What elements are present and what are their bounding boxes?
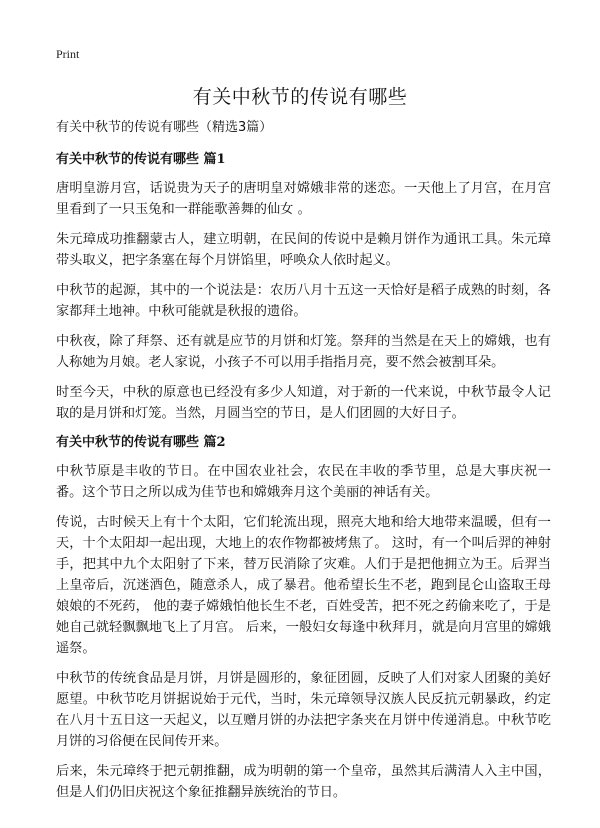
print-link[interactable]: Print: [56, 47, 80, 61]
section-heading: 有关中秋节的传说有哪些 篇1: [56, 152, 226, 167]
paragraph: 中秋节原是丰收的节日。在中国农业社会，农民在丰收的季节里，总是大事庆祝一番。这个节日之所以成为佳节也和嫦娥奔月这个美丽的神话有关。: [56, 464, 551, 500]
paragraph: 后来，朱元璋终于把元朝推翻，成为明朝的第一个皇帝，虽然其后满清人入主中国，但是人们仍旧庆祝这个象征推翻异族统治的节日。: [56, 764, 551, 800]
paragraph: 中秋节的起源，其中的一个说法是：农历八月十五这一天恰好是稻子成熟的时刻，各家都拜土地神。中秋可能就是秋报的遗俗。: [56, 283, 551, 319]
section-1: [56, 150, 551, 424]
paragraph: 中秋夜，除了拜祭、还有就是应节的月饼和灯笼。祭拜的当然是在天上的嫦娥，也有人称她为月娘。老人家说，小孩子不可以用手指指月亮，要不然会被割耳朵。: [56, 334, 551, 370]
paragraph: 传说，古时候天上有十个太阳，它们轮流出现，照亮大地和给大地带来温暖，但有一天，十个太阳却一起出现，大地上的农作物都被烤焦了。 这时，有一个叫后羿的神射手，把其中九个太阳射了下来，替万民消除了灾难。人们于是把他拥立为王。后羿当上皇帝后，沉迷酒色，随意杀人，成了暴君。他希望长生不老，跑到昆仑山盗取王母娘娘的不死药， 他的妻子嫦娥怕他长生不老，百姓受苦，把不死之药偷来吃了，于是她自己就轻飘飘地飞上了月宫。 后来，一般妇女每逢中秋拜月，就是向月宫里的嫦娥遥祭。: [56, 515, 551, 656]
paragraph: 唐明皇游月宫，话说贵为天子的唐明皇对嫦娥非常的迷恋。一天他上了月宫，在月宫里看到了一只玉兔和一群能歌善舞的仙女 。: [56, 181, 551, 217]
section-2: [56, 433, 551, 803]
paragraph: 中秋节的传统食品是月饼，月饼是圆形的，象征团圆，反映了人们对家人团聚的美好愿望。中秋节吃月饼据说始于元代，当时，朱元璋领导汉族人民反抗元朝暴政，约定在八月十五日这一天起义，以互赠月饼的办法把字条夹在月饼中传递消息。中秋节吃月饼的习俗便在民间传开来。: [56, 671, 551, 749]
section-heading: 有关中秋节的传说有哪些 篇2: [56, 435, 226, 450]
page-title: 有关中秋节的传说有哪些: [192, 86, 408, 108]
paragraph: 朱元璋成功推翻蒙古人，建立明朝，在民间的传说中是赖月饼作为通讯工具。朱元璋带头取义，把字条塞在每个月饼馅里，呼唤众人依时起义。: [56, 232, 551, 268]
document-subtitle: 有关中秋节的传说有哪些（精选3篇）: [56, 120, 273, 135]
document-body: [56, 118, 551, 812]
paragraph: 时至今天，中秋的原意也已经没有多少人知道，对于新的一代来说，中秋节最令人记取的是月饼和灯笼。当然，月圆当空的节日，是人们团圆的大好日子。: [56, 385, 551, 421]
